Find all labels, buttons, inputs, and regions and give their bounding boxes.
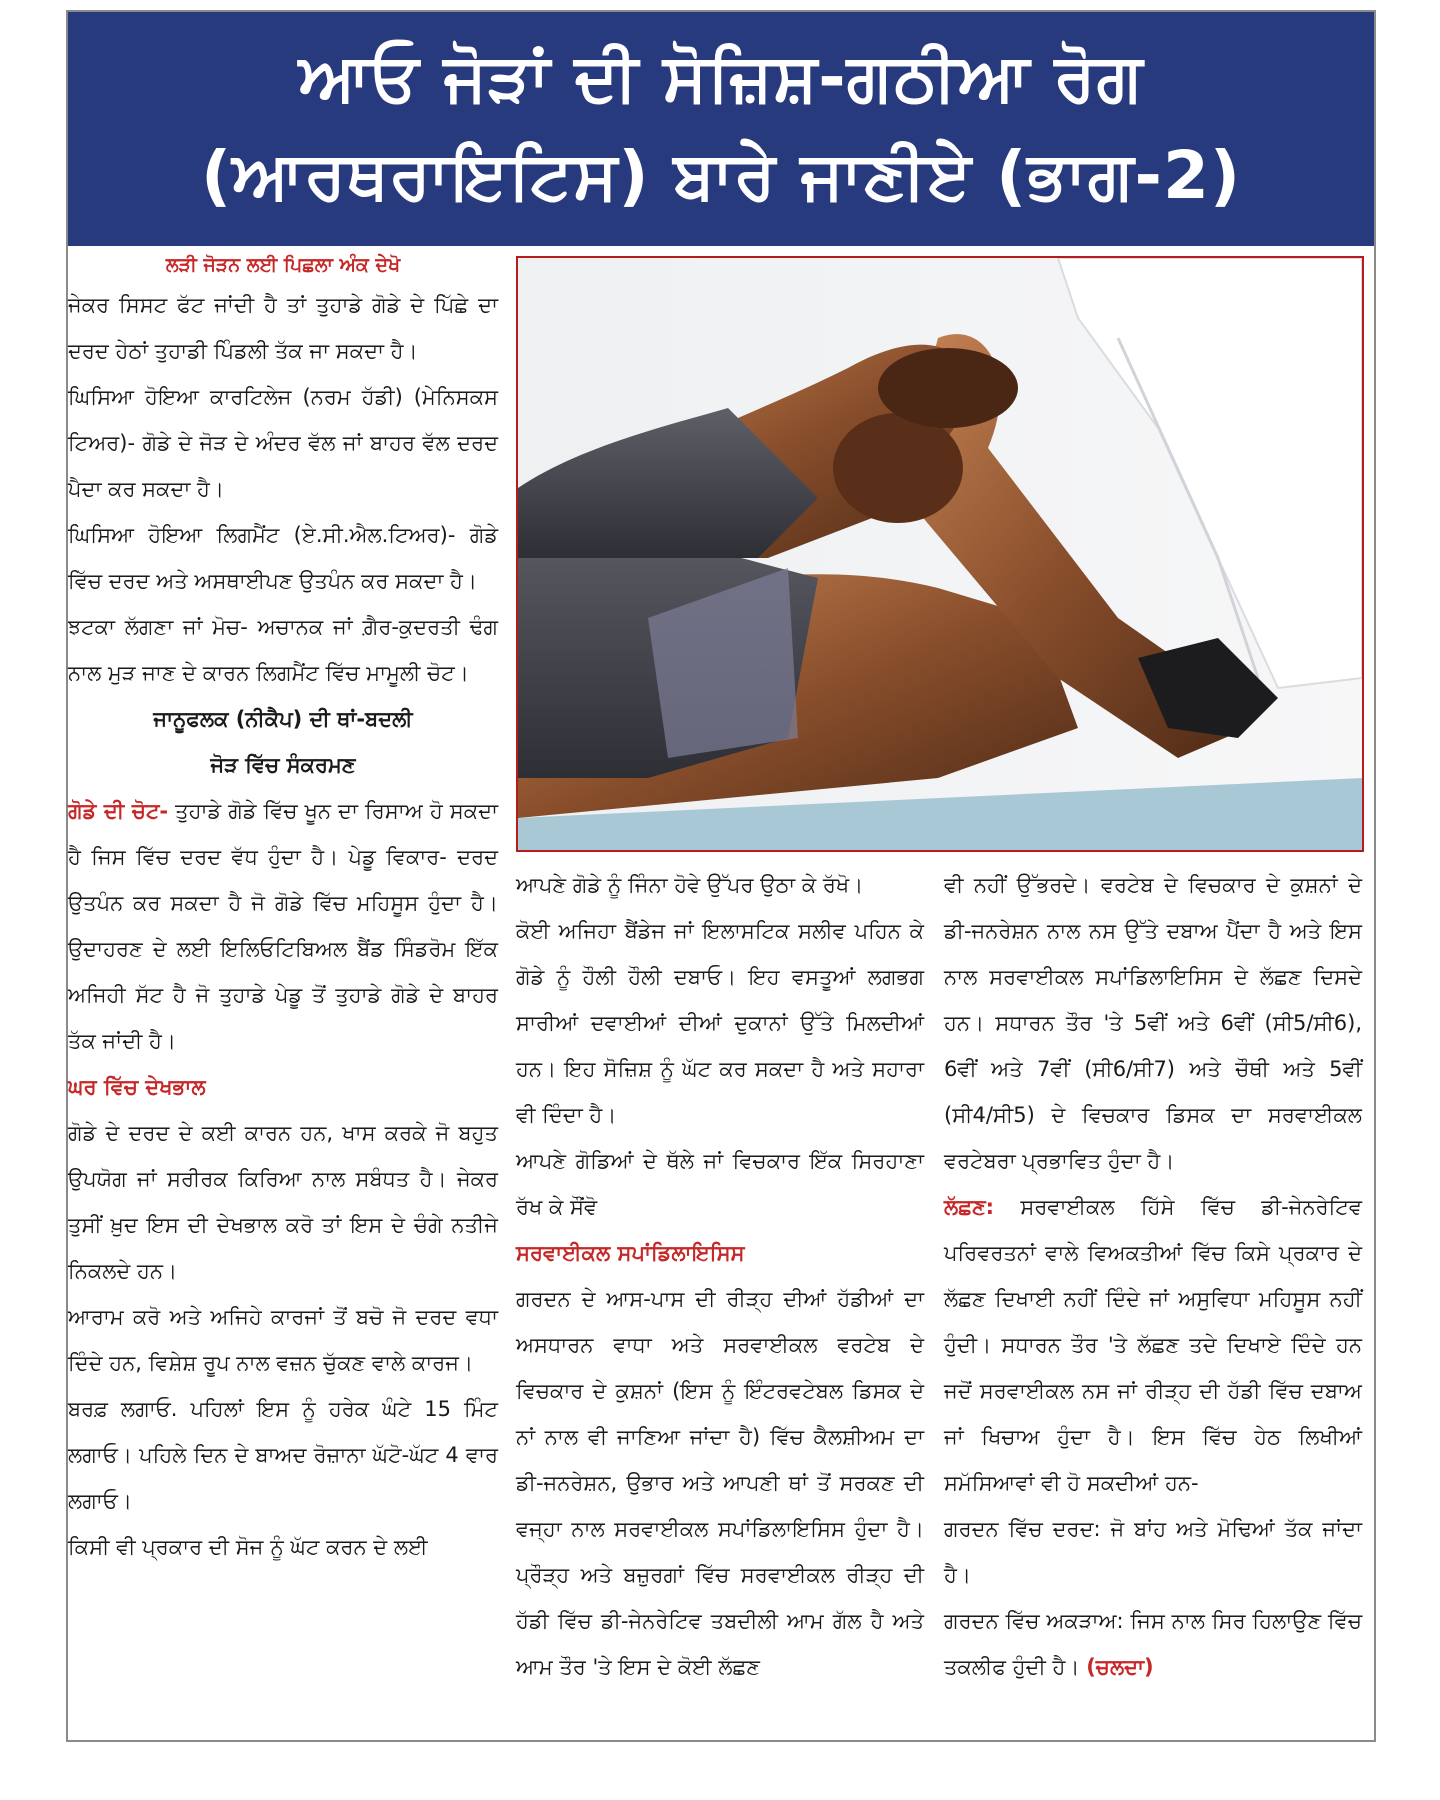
paragraph: ਜੇਕਰ ਸਿਸਟ ਫੱਟ ਜਾਂਦੀ ਹੈ ਤਾਂ ਤੁਹਾਡੇ ਗੋਡੇ ਦੇ ਪਿੱਛੇ ਦਾ ਦਰਦ ਹੇਠਾਂ ਤੁਹਾਡੀ ਪਿੰਡਲੀ ਤੱਕ ਜਾ ਸਕਦਾ ਹੈ। (68, 293, 498, 363)
paragraph: ਕਿਸੀ ਵੀ ਪ੍ਰਕਾਰ ਦੀ ਸੋਜ ਨੂੰ ਘੱਟ ਕਰਨ ਦੇ ਲਈ (68, 1535, 428, 1559)
continuation-link[interactable]: ਲੜੀ ਜੋੜਨ ਲਈ ਪਿਛਲਾ ਅੰਕ ਦੇਖੋ (165, 254, 401, 276)
paragraph-text: ਤੁਹਾਡੇ ਗੋਡੇ ਵਿੱਚ ਖੂਨ ਦਾ ਰਿਸਾਅ ਹੋ ਸਕਦਾ ਹੈ ਜਿਸ ਵਿੱਚ ਦਰਦ ਵੱਧ ਹੁੰਦਾ ਹੈ। ਪੇਡੂ ਵਿਕਾਰ- ਦਰਦ ਉਤਪੰਨ ਕਰ ਸਕਦਾ ਹੈ ਜੋ ਗੋਡੇ ਵਿੱਚ ਮਹਿਸੂਸ ਹੁੰਦਾ ਹੈ। ਉਦਾਹਰਣ ਦੇ ਲਈ ਇਲਿਓਟਿਬਿਅਲ ਬੈਂਡ ਸਿੰਡਰੋਮ ਇੱਕ ਅਜਿਹੀ ਸੱਟ ਹੈ ਜੋ ਤੁਹਾਡੇ ਪੇਡੂ ਤੋਂ ਤੁਹਾਡੇ ਗੋਡੇ ਦੇ ਬਾਹਰ ਤੱਕ ਜਾਂਦੀ ਹੈ। (68, 799, 498, 1053)
article-page (66, 10, 1376, 1742)
home-care-heading: ਘਰ ਵਿੱਚ ਦੇਖਭਾਲ (68, 1075, 206, 1099)
article-title-line-2: (ਆਰਥਰਾਇਟਿਸ) ਬਾਰੇ ਜਾਣੀਏ (ਭਾਗ-2) (200, 137, 1242, 214)
knee-injury-label: ਗੋਡੇ ਦੀ ਚੋਟ- (68, 799, 169, 823)
subheading: ਜਾਨੂਫਲਕ (ਨੀਕੈਪ) ਦੀ ਥਾਂ-ਬਦਲੀ (153, 707, 413, 731)
paragraph: ਆਰਾਮ ਕਰੋ ਅਤੇ ਅਜਿਹੇ ਕਾਰਜਾਂ ਤੋਂ ਬਚੋ ਜੋ ਦਰਦ ਵਧਾ ਦਿੰਦੇ ਹਨ, ਵਿਸ਼ੇਸ਼ ਰੂਪ ਨਾਲ ਵਜ਼ਨ ਚੁੱਕਣ ਵਾਲੇ ਕਾਰਜ। (68, 1305, 498, 1375)
paragraph (944, 1184, 1362, 1506)
knee-exam-illustration (518, 258, 1362, 850)
paragraph: ਘਿਸਿਆ ਹੋਇਆ ਲਿਗਮੈਂਟ (ਏ.ਸੀ.ਐਲ.ਟਿਅਰ)- ਗੋਡੇ ਵਿੱਚ ਦਰਦ ਅਤੇ ਅਸਥਾਈਪਣ ਉਤਪੰਨ ਕਰ ਸਕਦਾ ਹੈ। (68, 523, 498, 593)
paragraph: ਝਟਕਾ ਲੱਗਣਾ ਜਾਂ ਮੋਚ- ਅਚਾਨਕ ਜਾਂ ਗ਼ੈਰ-ਕੁਦਰਤੀ ਢੰਗ ਨਾਲ ਮੁੜ ਜਾਣ ਦੇ ਕਾਰਨ ਲਿਗਮੈਂਟ ਵਿੱਚ ਮਾਮੂਲੀ ਚੋਟ। (68, 615, 498, 685)
paragraph: ਗਰਦਨ ਵਿੱਚ ਦਰਦ: ਜੋ ਬਾਂਹ ਅਤੇ ਮੋਢਿਆਂ ਤੱਕ ਜਾਂਦਾ ਹੈ। (944, 1517, 1362, 1587)
paragraph: ਬਰਫ਼ ਲਗਾਓ. ਪਹਿਲਾਂ ਇਸ ਨੂੰ ਹਰੇਕ ਘੰਟੇ 15 ਮਿੰਟ ਲਗਾਓ। ਪਹਿਲੇ ਦਿਨ ਦੇ ਬਾਅਦ ਰੋਜ਼ਾਨਾ ਘੱਟੋ-ਘੱਟ 4 ਵਾਰ ਲਗਾਓ। (68, 1397, 498, 1513)
paragraph: ਘਿਸਿਆ ਹੋਇਆ ਕਾਰਟਿਲੇਜ (ਨਰਮ ਹੱਡੀ) (ਮੇਨਿਸਕਸ ਟਿਅਰ)- ਗੋਡੇ ਦੇ ਜੋੜ ਦੇ ਅੰਦਰ ਵੱਲ ਜਾਂ ਬਾਹਰ ਵੱਲ ਦਰਦ ਪੈਦਾ ਕਰ ਸਕਦਾ ਹੈ। (68, 385, 498, 501)
column-3 (944, 862, 1362, 1690)
paragraph (68, 788, 498, 1064)
paragraph-text: ਗਰਦਨ ਵਿੱਚ ਅਕੜਾਅ: ਜਿਸ ਨਾਲ ਸਿਰ ਹਿਲਾਉਣ ਵਿੱਚ ਤਕਲੀਫ ਹੁੰਦੀ ਹੈ। (944, 1609, 1362, 1679)
column-1 (68, 248, 498, 1570)
column-2 (516, 862, 924, 1690)
paragraph (944, 1598, 1362, 1690)
paragraph: ਆਪਣੇ ਗੋਡੇ ਨੂੰ ਜਿੰਨਾ ਹੋਵੇ ਉੱਪਰ ਉਠਾ ਕੇ ਰੱਖੋ। (516, 873, 864, 897)
paragraph: ਆਪਣੇ ਗੋਡਿਆਂ ਦੇ ਥੱਲੇ ਜਾਂ ਵਿਚਕਾਰ ਇੱਕ ਸਿਰਹਾਣਾ ਰੱਖ ਕੇ ਸੌਂਵੋ (516, 1149, 924, 1219)
continued-label: (ਚਲਦਾ) (1086, 1655, 1154, 1679)
symptoms-label: ਲੱਛਣ: (944, 1195, 995, 1219)
paragraph: ਵੀ ਨਹੀਂ ਉੱਭਰਦੇ। ਵਰਟੇਬ ਦੇ ਵਿਚਕਾਰ ਦੇ ਕੁਸ਼ਨਾਂ ਦੇ ਡੀ-ਜਨਰੇਸ਼ਨ ਨਾਲ ਨਸ ਉੱਤੇ ਦਬਾਅ ਪੈਂਦਾ ਹੈ ਅਤੇ ਇਸ ਨਾਲ ਸਰਵਾਈਕਲ ਸਪਾਂਡਿਲਾਇਸਿਸ ਦੇ ਲੱਛਣ ਦਿਸਦੇ ਹਨ। ਸਧਾਰਨ ਤੌਰ 'ਤੇ 5ਵੀਂ ਅਤੇ 6ਵੀਂ (ਸੀ5/ਸੀ6), 6ਵੀਂ ਅਤੇ 7ਵੀਂ (ਸੀ6/ਸੀ7) ਅਤੇ ਚੌਥੀ ਅਤੇ 5ਵੀਂ (ਸੀ4/ਸੀ5) ਦੇ ਵਿਚਕਾਰ ਡਿਸਕ ਦਾ ਸਰਵਾਈਕਲ ਵਰਟੇਬਰਾ ਪ੍ਰਭਾਵਿਤ ਹੁੰਦਾ ਹੈ। (944, 873, 1362, 1173)
paragraph: ਕੋਈ ਅਜਿਹਾ ਬੈਂਡੇਜ ਜਾਂ ਇਲਾਸਟਿਕ ਸਲੀਵ ਪਹਿਨ ਕੇ ਗੋਡੇ ਨੂੰ ਹੌਲੀ ਹੌਲੀ ਦਬਾਓ। ਇਹ ਵਸਤੂਆਂ ਲਗਭਗ ਸਾਰੀਆਂ ਦਵਾਈਆਂ ਦੀਆਂ ਦੁਕਾਨਾਂ ਉੱਤੇ ਮਿਲਦੀਆਂ ਹਨ। ਇਹ ਸੋਜ਼ਿਸ਼ ਨੂੰ ਘੱਟ ਕਰ ਸਕਦਾ ਹੈ ਅਤੇ ਸਹਾਰਾ ਵੀ ਦਿੰਦਾ ਹੈ। (516, 919, 924, 1127)
cervical-heading: ਸਰਵਾਈਕਲ ਸਪਾਂਡਿਲਾਇਸਿਸ (516, 1241, 745, 1265)
knee-exam-photo (516, 256, 1364, 852)
article-title-line-1: ਆਓ ਜੋੜਾਂ ਦੀ ਸੋਜ਼ਿਸ਼-ਗਠੀਆ ਰੋਗ (298, 39, 1144, 116)
paragraph: ਗਰਦਨ ਦੇ ਆਸ-ਪਾਸ ਦੀ ਰੀੜ੍ਹ ਦੀਆਂ ਹੱਡੀਆਂ ਦਾ ਅਸਧਾਰਨ ਵਾਧਾ ਅਤੇ ਸਰਵਾਈਕਲ ਵਰਟੇਬ ਦੇ ਵਿਚਕਾਰ ਦੇ ਕੁਸ਼ਨਾਂ (ਇਸ ਨੂੰ ਇੰਟਰਵਟੇਬਲ ਡਿਸਕ ਦੇ ਨਾਂ ਨਾਲ ਵੀ ਜਾਣਿਆ ਜਾਂਦਾ ਹੈ) ਵਿੱਚ ਕੈਲਸ਼ੀਅਮ ਦਾ ਡੀ-ਜਨਰੇਸ਼ਨ, ਉਭਾਰ ਅਤੇ ਆਪਣੀ ਥਾਂ ਤੋਂ ਸਰਕਣ ਦੀ ਵਜ੍ਹਾ ਨਾਲ ਸਰਵਾਈਕਲ ਸਪਾਂਡਿਲਾਇਸਿਸ ਹੁੰਦਾ ਹੈ। ਪ੍ਰੌੜ੍ਹ ਅਤੇ ਬਜ਼ੁਰਗਾਂ ਵਿੱਚ ਸਰਵਾਈਕਲ ਰੀੜ੍ਹ ਦੀ ਹੱਡੀ ਵਿੱਚ ਡੀ-ਜੇਨਰੇਟਿਵ ਤਬਦੀਲੀ ਆਮ ਗੱਲ ਹੈ ਅਤੇ ਆਮ ਤੌਰ 'ਤੇ ਇਸ ਦੇ ਕੋਈ ਲੱਛਣ (516, 1287, 924, 1679)
subheading: ਜੋੜ ਵਿੱਚ ਸੰਕਰਮਣ (210, 753, 356, 777)
title-banner (68, 12, 1374, 246)
paragraph-text: ਸਰਵਾਈਕਲ ਹਿੱਸੇ ਵਿੱਚ ਡੀ-ਜੇਨਰੇਟਿਵ ਪਰਿਵਰਤਨਾਂ ਵਾਲੇ ਵਿਅਕਤੀਆਂ ਵਿੱਚ ਕਿਸੇ ਪ੍ਰਕਾਰ ਦੇ ਲੱਛਣ ਦਿਖਾਈ ਨਹੀਂ ਦਿੰਦੇ ਜਾਂ ਅਸੁਵਿਧਾ ਮਹਿਸੂਸ ਨਹੀਂ ਹੁੰਦੀ। ਸਧਾਰਨ ਤੌਰ 'ਤੇ ਲੱਛਣ ਤਦੇ ਦਿਖਾਏ ਦਿੰਦੇ ਹਨ ਜਦੋਂ ਸਰਵਾਈਕਲ ਨਸ ਜਾਂ ਰੀੜ੍ਹ ਦੀ ਹੱਡੀ ਵਿੱਚ ਦਬਾਅ ਜਾਂ ਖਿਚਾਅ ਹੁੰਦਾ ਹੈ। ਇਸ ਵਿੱਚ ਹੇਠ ਲਿਖੀਆਂ ਸਮੱਸਿਆਵਾਂ ਵੀ ਹੋ ਸਕਦੀਆਂ ਹਨ- (944, 1195, 1362, 1495)
paragraph: ਗੋਡੇ ਦੇ ਦਰਦ ਦੇ ਕਈ ਕਾਰਨ ਹਨ, ਖਾਸ ਕਰਕੇ ਜੋ ਬਹੁਤ ਉਪਯੋਗ ਜਾਂ ਸਰੀਰਕ ਕਿਰਿਆ ਨਾਲ ਸਬੰਧਤ ਹੈ। ਜੇਕਰ ਤੁਸੀਂ ਖ਼ੁਦ ਇਸ ਦੀ ਦੇਖਭਾਲ ਕਰੋ ਤਾਂ ਇਸ ਦੇ ਚੰਗੇ ਨਤੀਜੇ ਨਿਕਲਦੇ ਹਨ। (68, 1121, 498, 1283)
